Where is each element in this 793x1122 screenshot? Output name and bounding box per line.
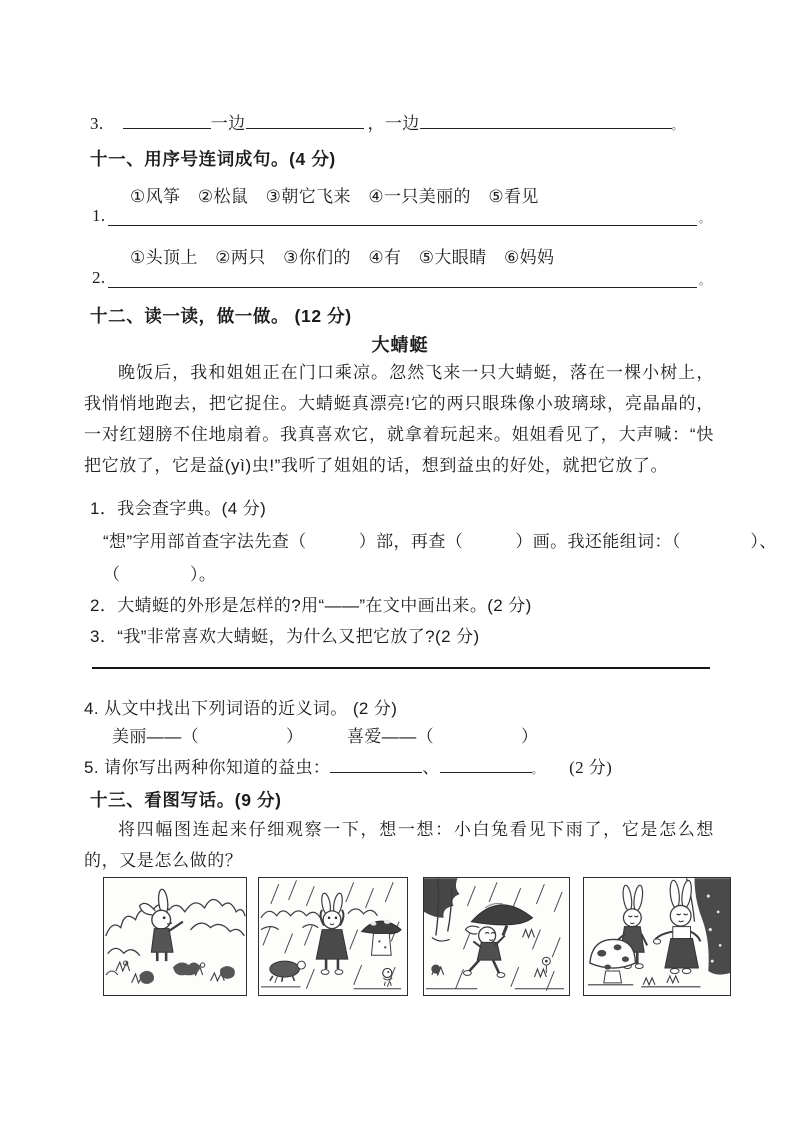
story-panel-1-image — [104, 878, 246, 995]
question-12-4: 4. 从文中找出下列词语的近义词。 (2 分) — [84, 699, 398, 718]
word-bank-2: ①头顶上 ②两只 ③你们的 ④有 ⑤大眼睛 ⑥妈妈 — [130, 248, 555, 267]
word-bank-1: ①风筝 ②松鼠 ③朝它飞来 ④一只美丽的 ⑤看见 — [130, 187, 539, 206]
question-12-3: 3．“我”非常喜欢大蜻蜓，为什么又把它放了?(2 分) — [90, 627, 480, 646]
answer-blank — [330, 756, 422, 773]
synonym-pair-2: 喜爱——（ ） — [347, 727, 539, 746]
section-divider — [92, 667, 710, 669]
period: 。 — [699, 275, 710, 287]
question-12-2: 2．大蜻蜓的外形是怎样的?用“——”在文中画出来。(2 分) — [90, 596, 532, 615]
question-12-1: 1．我会查字典。(4 分) — [90, 499, 267, 518]
story-panel-4 — [583, 877, 731, 996]
question-12-1-line2: （ ）。 — [103, 565, 217, 584]
question-number: 3. — [90, 114, 104, 133]
story-panel-3-image — [424, 878, 569, 995]
answer-blank — [108, 206, 697, 226]
writing-prompt: 将四幅图连起来仔细观察一下，想一想：小白兔看见下雨了，它是怎么想的，又是怎么做的？ — [84, 820, 714, 870]
section-13-heading: 十三、看图写话。(9 分) — [90, 790, 282, 810]
question-number: 1. — [92, 206, 106, 225]
separator: 、 — [422, 758, 440, 777]
score-label: (2 分) — [569, 758, 613, 777]
answer-blank — [420, 112, 672, 129]
story-panel-1 — [103, 877, 247, 996]
connector-text: 一边 — [210, 114, 246, 133]
section-11-heading: 十一、用序号连词成句。(4 分) — [90, 149, 336, 169]
period: 。 — [699, 213, 710, 225]
story-panel-2 — [258, 877, 408, 996]
answer-line-2 — [92, 268, 710, 288]
passage-title: 大蜻蜓 — [371, 335, 429, 355]
question-12-1-line1: “想”字用部首查字法先查（ ）部，再查（ ）画。我还能组词：（ ）、 — [103, 532, 777, 551]
answer-blank — [108, 268, 697, 288]
story-panel-3 — [423, 877, 570, 996]
question-12-5 — [84, 753, 612, 778]
synonym-pair-1: 美丽——（ ） — [112, 727, 304, 746]
answer-blank — [123, 112, 211, 129]
section-12-heading: 十二、读一读，做一做。 (12 分) — [90, 306, 352, 326]
reading-passage: 晚饭后，我和姐姐正在门口乘凉。忽然飞来一只大蜻蜓，落在一棵小树上，我悄悄地跑去，把它捉住。大蜻蜓真漂亮!它的两只眼珠像小玻璃球，亮晶晶的，一对红翅膀不住地扇着。我真喜欢它，就拿着玩起来。姐姐看见了，大声喊：“快把它放了，它是益(yì)虫!”我听了姐姐的话，想到益虫的好处，就把它放了。 — [84, 363, 714, 475]
question-number: 2. — [92, 268, 106, 287]
period: 。 — [531, 764, 544, 776]
connector-text: ，一边 — [367, 114, 420, 133]
answer-blank — [246, 112, 364, 129]
answer-line-1 — [92, 206, 710, 226]
answer-blank — [440, 756, 532, 773]
story-panel-4-image — [584, 878, 730, 995]
period: 。 — [671, 120, 684, 132]
story-panel-2-image — [259, 878, 407, 995]
question-3-sentence-row — [90, 109, 683, 134]
question-lead: 5. 请你写出两种你知道的益虫： — [84, 758, 331, 777]
